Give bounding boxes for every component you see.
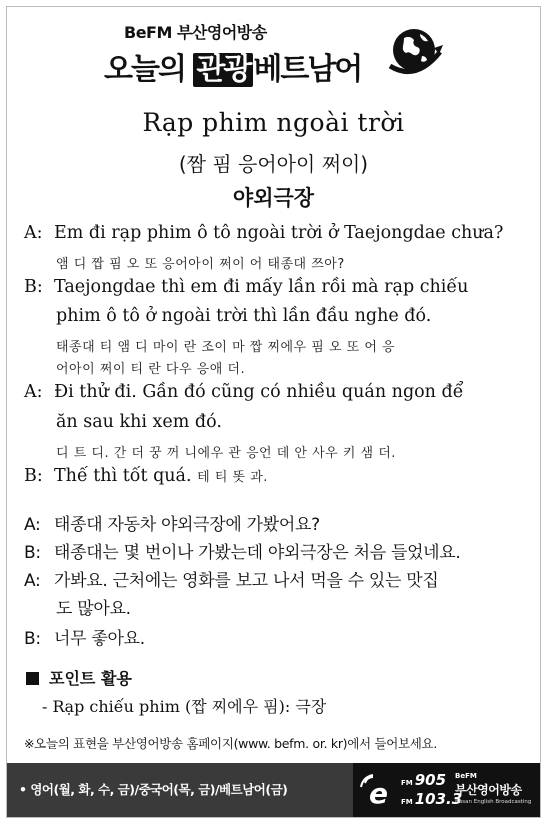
broadcast-schedule: • 영어(월, 화, 수, 금)/중국어(목, 금)/베트남어(금) bbox=[19, 782, 288, 797]
korean-line bbox=[24, 624, 145, 649]
pronunciation-inline: 테 티 똣 과. bbox=[197, 470, 268, 485]
befm-e-logo-icon bbox=[359, 773, 399, 807]
korean-text: 태종대 자동차 야외극장에 가봤어요? bbox=[54, 515, 320, 535]
title-vietnamese: Rạp phim ngoài trời bbox=[142, 108, 405, 137]
globe-plane-icon bbox=[386, 22, 444, 80]
dialogue-line bbox=[24, 223, 503, 243]
dialogue-line bbox=[24, 277, 468, 297]
dialogue-text: Em đi rạp phim ô tô ngoài trời ở Taejongdae chưa? bbox=[54, 223, 504, 243]
brand-name: BeFM 부산영어방송 bbox=[124, 23, 267, 42]
station-logo bbox=[353, 763, 540, 817]
frequency-value: 905 bbox=[414, 771, 447, 789]
dialogue-text: Đi thử đi. Gần đó cũng có nhiều quán ngon để bbox=[54, 382, 464, 402]
dialogue-line bbox=[24, 382, 463, 402]
title-korean: 야외극장 bbox=[232, 186, 315, 210]
station-brand: BeFM bbox=[455, 772, 477, 780]
show-title bbox=[104, 44, 361, 88]
speaker-label: A: bbox=[24, 571, 41, 591]
point-heading-text: 포인트 활용 bbox=[49, 669, 132, 688]
korean-text: 너무 좋아요. bbox=[54, 629, 145, 649]
frequency-primary bbox=[401, 771, 446, 789]
svg-text:e: e bbox=[369, 777, 388, 807]
pronunciation-line: 디 트 디. 간 더 꿍 꺼 니에우 관 응언 데 안 사우 키 샘 더. bbox=[56, 446, 396, 461]
dialogue-line bbox=[24, 466, 268, 486]
pronunciation-line: 어아이 쩌이 티 란 다우 응애 더. bbox=[56, 362, 246, 377]
frequency-secondary bbox=[401, 790, 462, 808]
korean-line bbox=[24, 566, 439, 591]
speaker-label: B: bbox=[24, 629, 41, 649]
dialogue-text: Thế thì tốt quá. bbox=[54, 466, 192, 486]
fm-label: FM bbox=[401, 779, 413, 787]
dialogue-line: phim ô tô ở ngoài trời thì lần đầu nghe đó. bbox=[56, 306, 432, 326]
station-english-name: Busan English Broadcasting bbox=[455, 799, 532, 805]
korean-line bbox=[24, 510, 320, 535]
fm-label: FM bbox=[401, 798, 413, 806]
pronunciation-line: 태종대 티 앰 디 마이 란 조이 마 짭 찌에우 핌 오 또 어 응 bbox=[56, 340, 396, 355]
speaker-label: A: bbox=[24, 515, 41, 535]
title-pronunciation: (짬 핌 응어아이 쩌이) bbox=[178, 152, 369, 176]
show-title-part1: 오늘의 bbox=[104, 52, 194, 87]
korean-text: 태종대는 몇 번이나 가봤는데 야외극장은 처음 들었네요. bbox=[54, 543, 461, 563]
dialogue-text: Taejongdae thì em đi mấy lần rồi mà rạp chiếu bbox=[54, 277, 469, 297]
point-heading bbox=[26, 666, 132, 689]
speaker-label: B: bbox=[24, 543, 41, 563]
show-title-part2: 베트남어 bbox=[253, 52, 362, 87]
speaker-label: A: bbox=[24, 382, 43, 402]
korean-line bbox=[24, 538, 461, 563]
show-title-boxed: 관광 bbox=[193, 53, 253, 87]
header bbox=[104, 18, 444, 94]
frequency-value: 103.3 bbox=[414, 790, 463, 808]
speaker-label: B: bbox=[24, 277, 43, 297]
speaker-label: B: bbox=[24, 466, 43, 486]
point-line: - Rạp chiếu phim (짭 찌에우 핌): 극장 bbox=[42, 697, 327, 716]
station-name: 부산영어방송 bbox=[455, 783, 522, 797]
website-note: ※오늘의 표현을 부산영어방송 홈페이지(www. befm. or. kr)에서 들어보세요. bbox=[24, 736, 438, 751]
korean-text: 가봐요. 근처에는 영화를 보고 나서 먹을 수 있는 맛집 bbox=[54, 571, 439, 591]
pronunciation-line: 앰 디 짭 핌 오 또 응어아이 쩌이 어 태종대 쯔아? bbox=[56, 257, 345, 272]
square-bullet-icon bbox=[26, 672, 39, 685]
korean-line: 도 많아요. bbox=[56, 599, 131, 619]
dialogue-line: ăn sau khi xem đó. bbox=[56, 412, 222, 432]
speaker-label: A: bbox=[24, 223, 43, 243]
footer-bar bbox=[7, 763, 540, 817]
